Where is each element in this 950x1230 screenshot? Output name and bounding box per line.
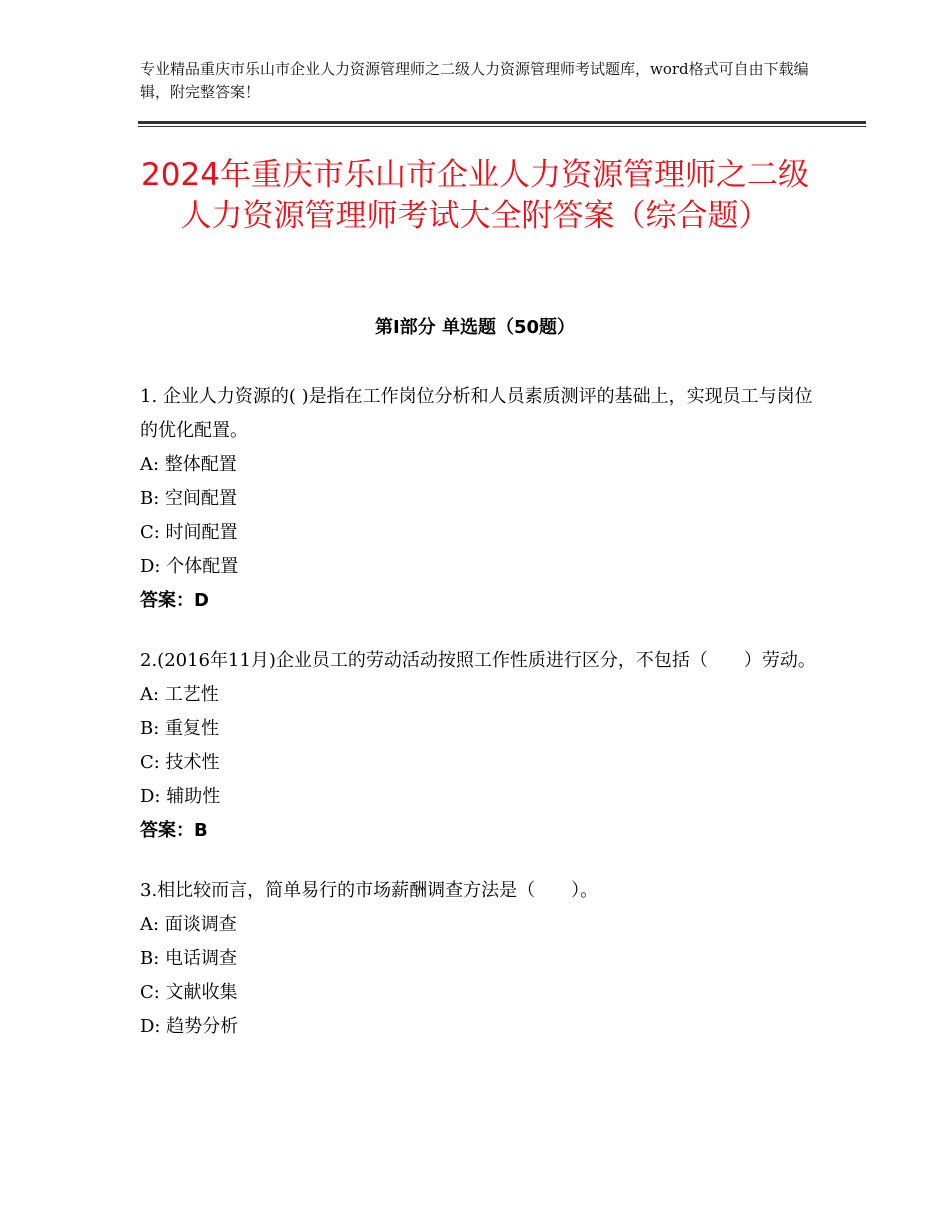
question-text: 1. 企业人力资源的( )是指在工作岗位分析和人员素质测评的基础上，实现员工与岗位的优化配置。 xyxy=(140,386,813,441)
header-note: 专业精品重庆市乐山市企业人力资源管理师之二级人力资源管理师考试题库，word格式可自由下载编辑，附完整答案！ xyxy=(140,60,809,101)
option-c: C: 文献收集 xyxy=(140,982,238,1003)
option-a: A: 面谈调查 xyxy=(140,914,237,935)
option-a: A: 整体配置 xyxy=(140,454,237,475)
option-b: B: 电话调查 xyxy=(140,948,238,969)
option-d: D: 辅助性 xyxy=(140,786,221,807)
document-title: 2024年重庆市乐山市企业人力资源管理师之二级人力资源管理师考试大全附答案（综合题） xyxy=(141,157,809,234)
question-1 xyxy=(140,380,820,618)
option-d: D: 个体配置 xyxy=(140,556,239,577)
question-2 xyxy=(140,644,820,848)
option-c: C: 时间配置 xyxy=(140,522,238,543)
answer: 答案：D xyxy=(140,590,209,611)
section-title: 第Ⅰ部分 单选题（50题） xyxy=(374,317,575,338)
option-b: B: 空间配置 xyxy=(140,488,238,509)
question-text: 2.(2016年11月)企业员工的劳动活动按照工作性质进行区分，不包括（ ）劳动。 xyxy=(140,650,816,671)
question-3 xyxy=(140,874,820,1044)
answer: 答案：B xyxy=(140,820,208,841)
question-list xyxy=(140,380,820,1070)
header-rule-thin xyxy=(138,126,866,127)
question-text: 3.相比较而言，简单易行的市场薪酬调查方法是（ ）。 xyxy=(140,880,599,901)
option-c: C: 技术性 xyxy=(140,752,220,773)
option-b: B: 重复性 xyxy=(140,718,220,739)
header-rule-thick xyxy=(138,121,866,124)
option-d: D: 趋势分析 xyxy=(140,1016,239,1037)
option-a: A: 工艺性 xyxy=(140,684,219,705)
